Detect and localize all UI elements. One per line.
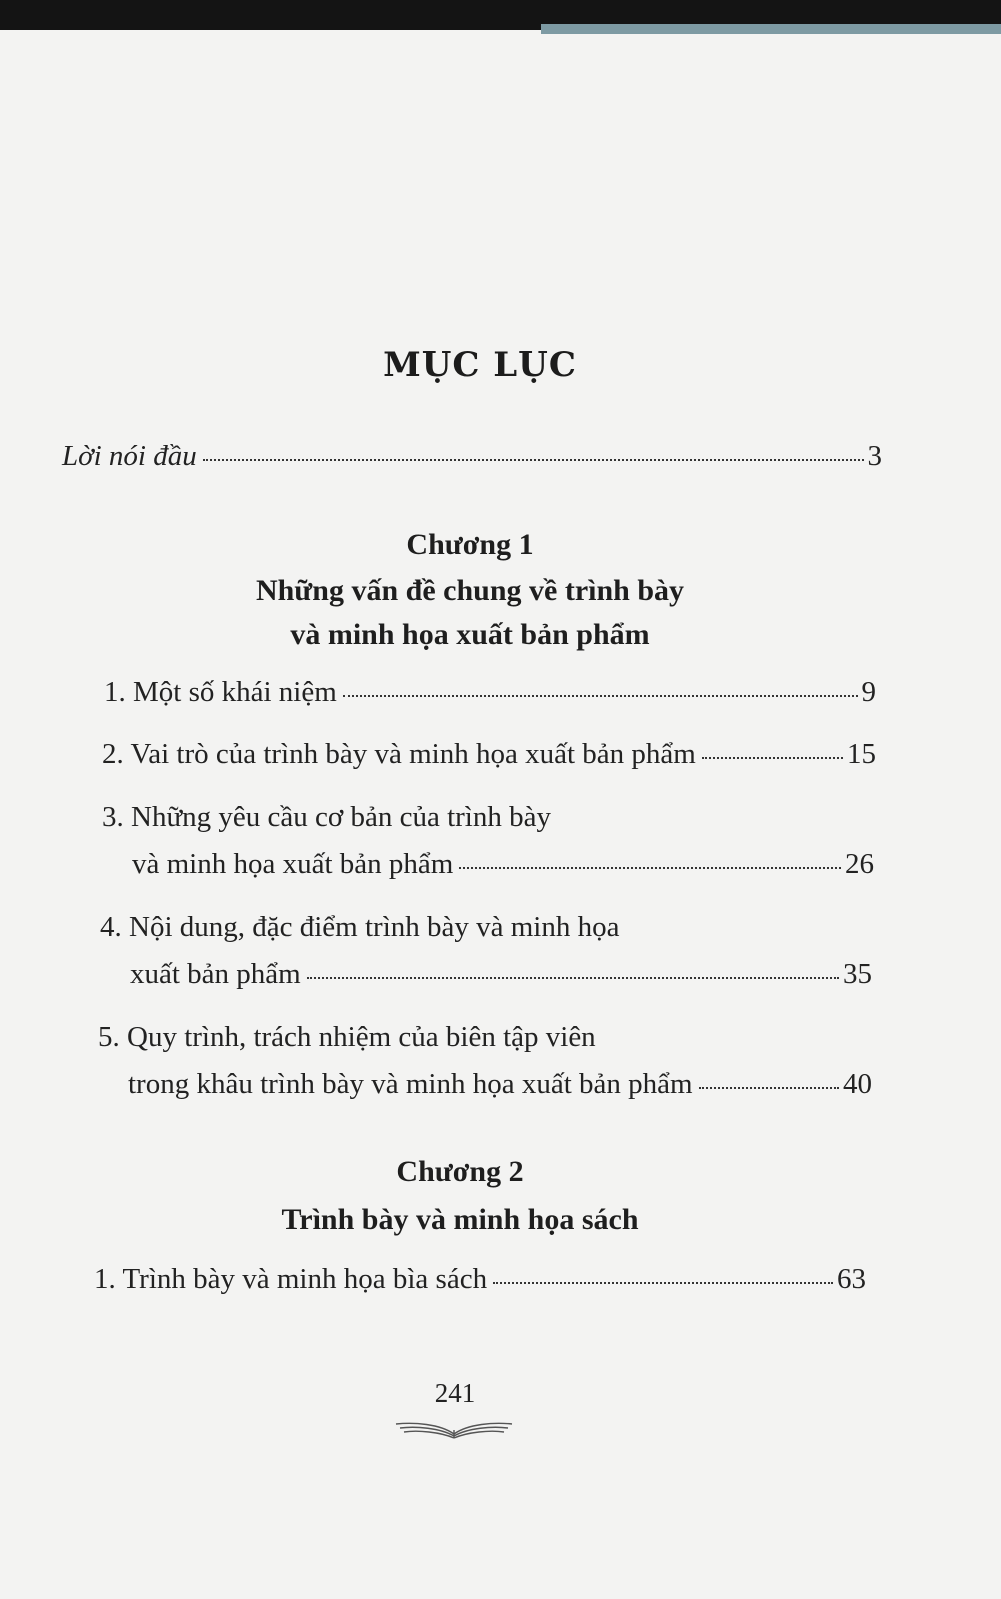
- toc-entry-label: trong khâu trình bày và minh họa xuất bản phẩm: [128, 1068, 693, 1100]
- toc-entry-1-5-line1: 5. Quy trình, trách nhiệm của biên tập viên: [98, 1021, 596, 1053]
- dot-leader: [702, 757, 843, 759]
- dot-leader: [203, 459, 864, 461]
- toc-entry-1-3-line1: 3. Những yêu cầu cơ bản của trình bày: [102, 801, 551, 833]
- toc-entry-1-4-line1: 4. Nội dung, đặc điểm trình bày và minh họa: [100, 911, 620, 943]
- toc-entry-preface: [62, 440, 882, 473]
- toc-title: MỤC LỤC: [383, 345, 577, 385]
- chapter-1-title-line1: Những vấn đề chung về trình bày: [255, 574, 685, 607]
- chapter-2-label: Chương 2: [396, 1155, 524, 1188]
- page-number: 241: [434, 1378, 476, 1408]
- toc-entry-label: 1. Trình bày và minh họa bìa sách: [94, 1263, 488, 1295]
- toc-entry-label: và minh họa xuất bản phẩm: [132, 848, 454, 880]
- toc-entry-1-5: [128, 1068, 872, 1101]
- dot-leader: [493, 1282, 833, 1284]
- toc-entry-label: xuất bản phẩm: [130, 958, 301, 990]
- toc-entry-1-4: [130, 958, 872, 991]
- toc-entry-page: 63: [837, 1263, 866, 1295]
- toc-entry-1-2: [102, 738, 876, 771]
- chapter-1-label: Chương 1: [406, 528, 534, 561]
- open-book-icon: [392, 1410, 516, 1440]
- toc-entry-2-1: [94, 1263, 866, 1296]
- toc-entry-page: 26: [845, 848, 874, 880]
- toc-entry-page: 15: [847, 738, 876, 770]
- toc-entry-page: 9: [861, 676, 876, 708]
- dot-leader: [307, 977, 839, 979]
- dot-leader: [699, 1087, 839, 1089]
- dot-leader: [343, 695, 858, 697]
- toc-entry-1-1: [104, 676, 876, 709]
- toc-entry-label: 2. Vai trò của trình bày và minh họa xuất bản phẩm: [102, 738, 696, 770]
- toc-entry-page: 40: [843, 1068, 872, 1100]
- toc-entry-page: 35: [843, 958, 872, 990]
- toc-entry-page: 3: [867, 440, 882, 472]
- chapter-1-title-line2: và minh họa xuất bản phẩm: [290, 618, 650, 651]
- toc-entry-label: Lời nói đầu: [62, 440, 197, 472]
- chapter-2-title: Trình bày và minh họa sách: [281, 1203, 639, 1236]
- dot-leader: [459, 867, 841, 869]
- toc-entry-1-3: [132, 848, 874, 881]
- toc-entry-label: 1. Một số khái niệm: [104, 676, 337, 708]
